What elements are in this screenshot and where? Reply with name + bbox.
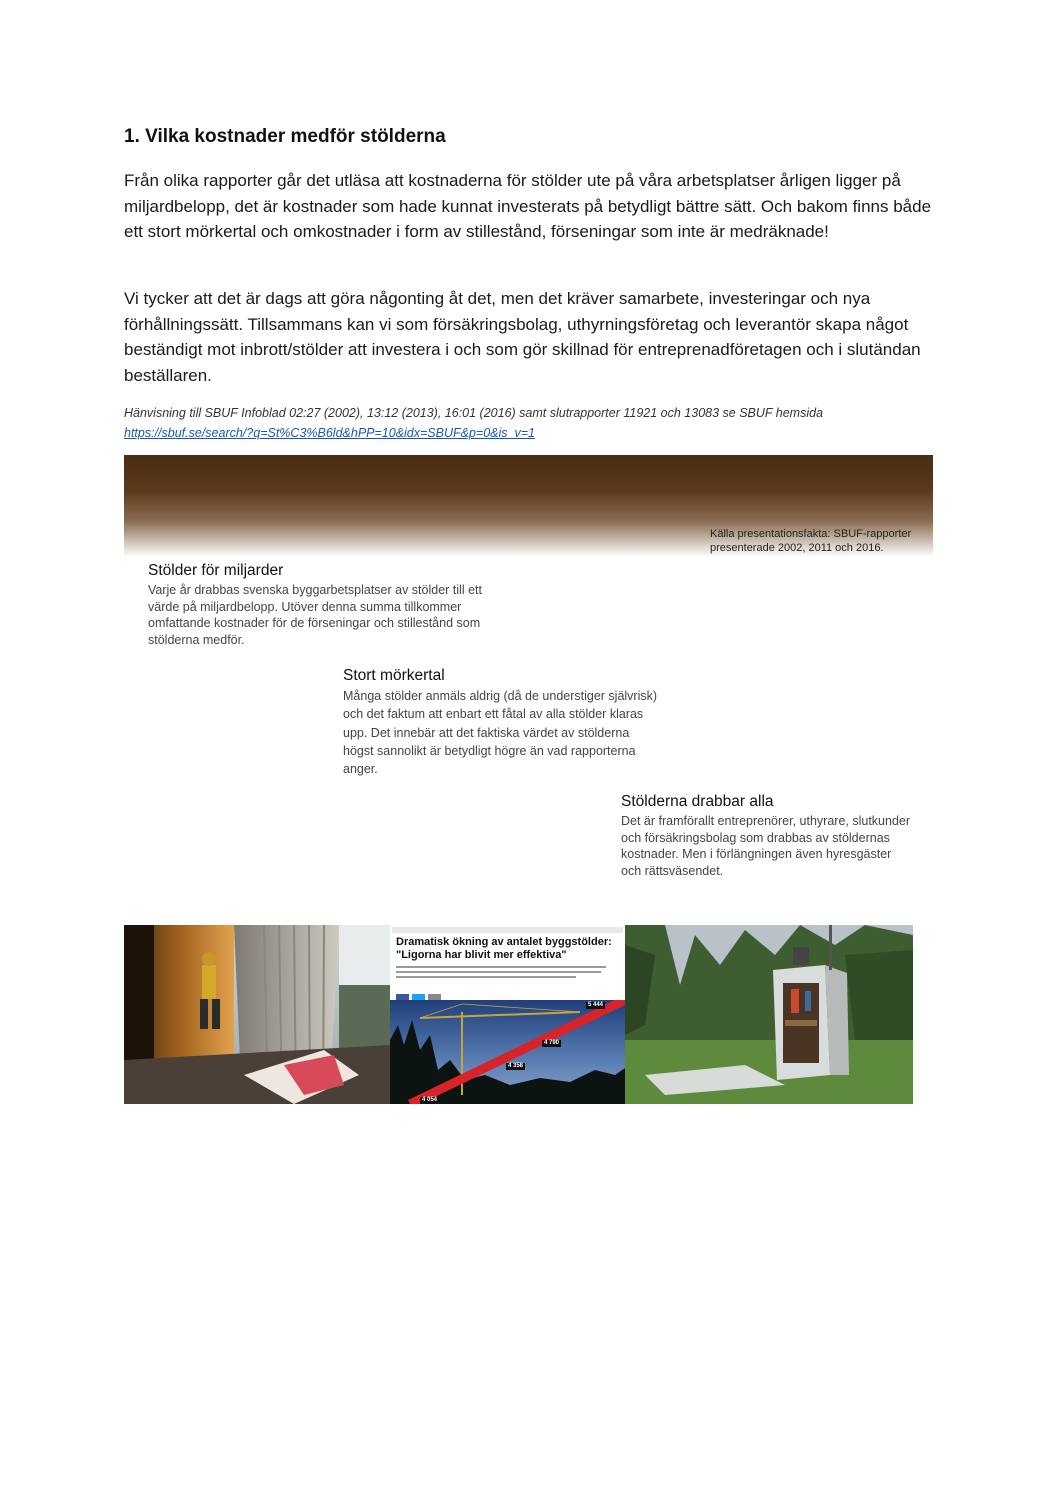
news-header — [390, 925, 625, 1000]
reference-note — [124, 403, 939, 443]
news-value-label: 4 358 — [508, 1063, 524, 1069]
photo-news-clipping — [390, 925, 625, 1104]
news-value-label: 4 790 — [544, 1040, 560, 1046]
section-heading: 1. Vilka kostnader medför stölderna — [124, 126, 446, 147]
reference-link[interactable]: https://sbuf.se/search/?q=St%C3%B6ld&hPP=10&idx=SBUF&p=0&is_v=1 — [124, 426, 536, 440]
slide-block-text: Varje år drabbas svenska byggarbetsplatser av stölder till ett värde på miljardbelopp. Utöver denna summa tillkommer omfattande kostnader för de förseningar och stillestånd som stölderna medför. — [148, 583, 482, 647]
slide-block-billions — [148, 562, 498, 648]
photo-tool-shed — [625, 925, 913, 1104]
news-lead-lines — [396, 966, 616, 981]
news-value-label: 4 054 — [422, 1097, 438, 1103]
photo-broken-container — [124, 925, 390, 1104]
container-photo-image — [124, 925, 390, 1104]
news-title: Dramatisk ökning av antalet byggstölder: "Ligorna har blivit mer effektiva" — [396, 936, 612, 961]
news-value-label: 5 444 — [588, 1002, 604, 1008]
paragraph-cooperation: Vi tycker att det är dags att göra någonting åt det, men det kräver samarbete, investeringar och nya förhållningssätt. Tillsammans kan vi som försäkringsbolag, uthyrningsföretag och leverantör skapa något beständigt mot inbrott/stölder att investera i och som gör skillnad för entreprenadföretagen och i slutändan beställaren. — [124, 289, 921, 385]
news-crane-image — [390, 1000, 625, 1104]
news-topbar — [392, 927, 623, 933]
slide-block-title: Stort mörkertal — [343, 667, 445, 684]
slide-block-text: Det är framförallt entreprenörer, uthyrare, slutkunder och försäkringsbolag som drabbas av stöldernas kostnader. Men i förlängningen även hyresgäster och rättsväsendet. — [621, 814, 911, 878]
slide-block-title: Stölder för miljarder — [148, 562, 284, 579]
presentation-slide — [124, 455, 933, 895]
slide-block-text: Många stölder anmäls aldrig (då de understiger självrisk) och det faktum att enbart ett fåtal av alla stölder klaras upp. Det innebär att det faktiska värdet av stölderna högst sannolikt är betydligt högre än vad rapporterna anger. — [343, 689, 658, 777]
shed-photo-image — [625, 925, 913, 1104]
slide-block-affects-all — [621, 793, 911, 879]
crane-photo-image — [390, 1000, 625, 1104]
slide-block-dark-figure — [343, 667, 663, 778]
reference-text: Hänvisning till SBUF Infoblad 02:27 (2002), 13:12 (2013), 16:01 (2016) samt slutrapporter 11921 och 13083 se SBUF hemsida — [124, 406, 824, 420]
slide-block-title: Stölderna drabbar alla — [621, 793, 774, 810]
slide-source-note: Källa presentationsfakta: SBUF-rapporter presenterade 2002, 2011 och 2016. — [710, 528, 912, 554]
photo-strip — [124, 925, 913, 1104]
paragraph-costs: Från olika rapporter går det utläsa att kostnaderna för stölder ute på våra arbetsplatser årligen ligger på miljardbelopp, det är kostnader som hade kunnat investerats på betydligt bättre sätt. Och bakom finns både ett stort mörkertal och omkostnader i form av stillestånd, förseningar som inte är medräknade! — [124, 171, 932, 241]
